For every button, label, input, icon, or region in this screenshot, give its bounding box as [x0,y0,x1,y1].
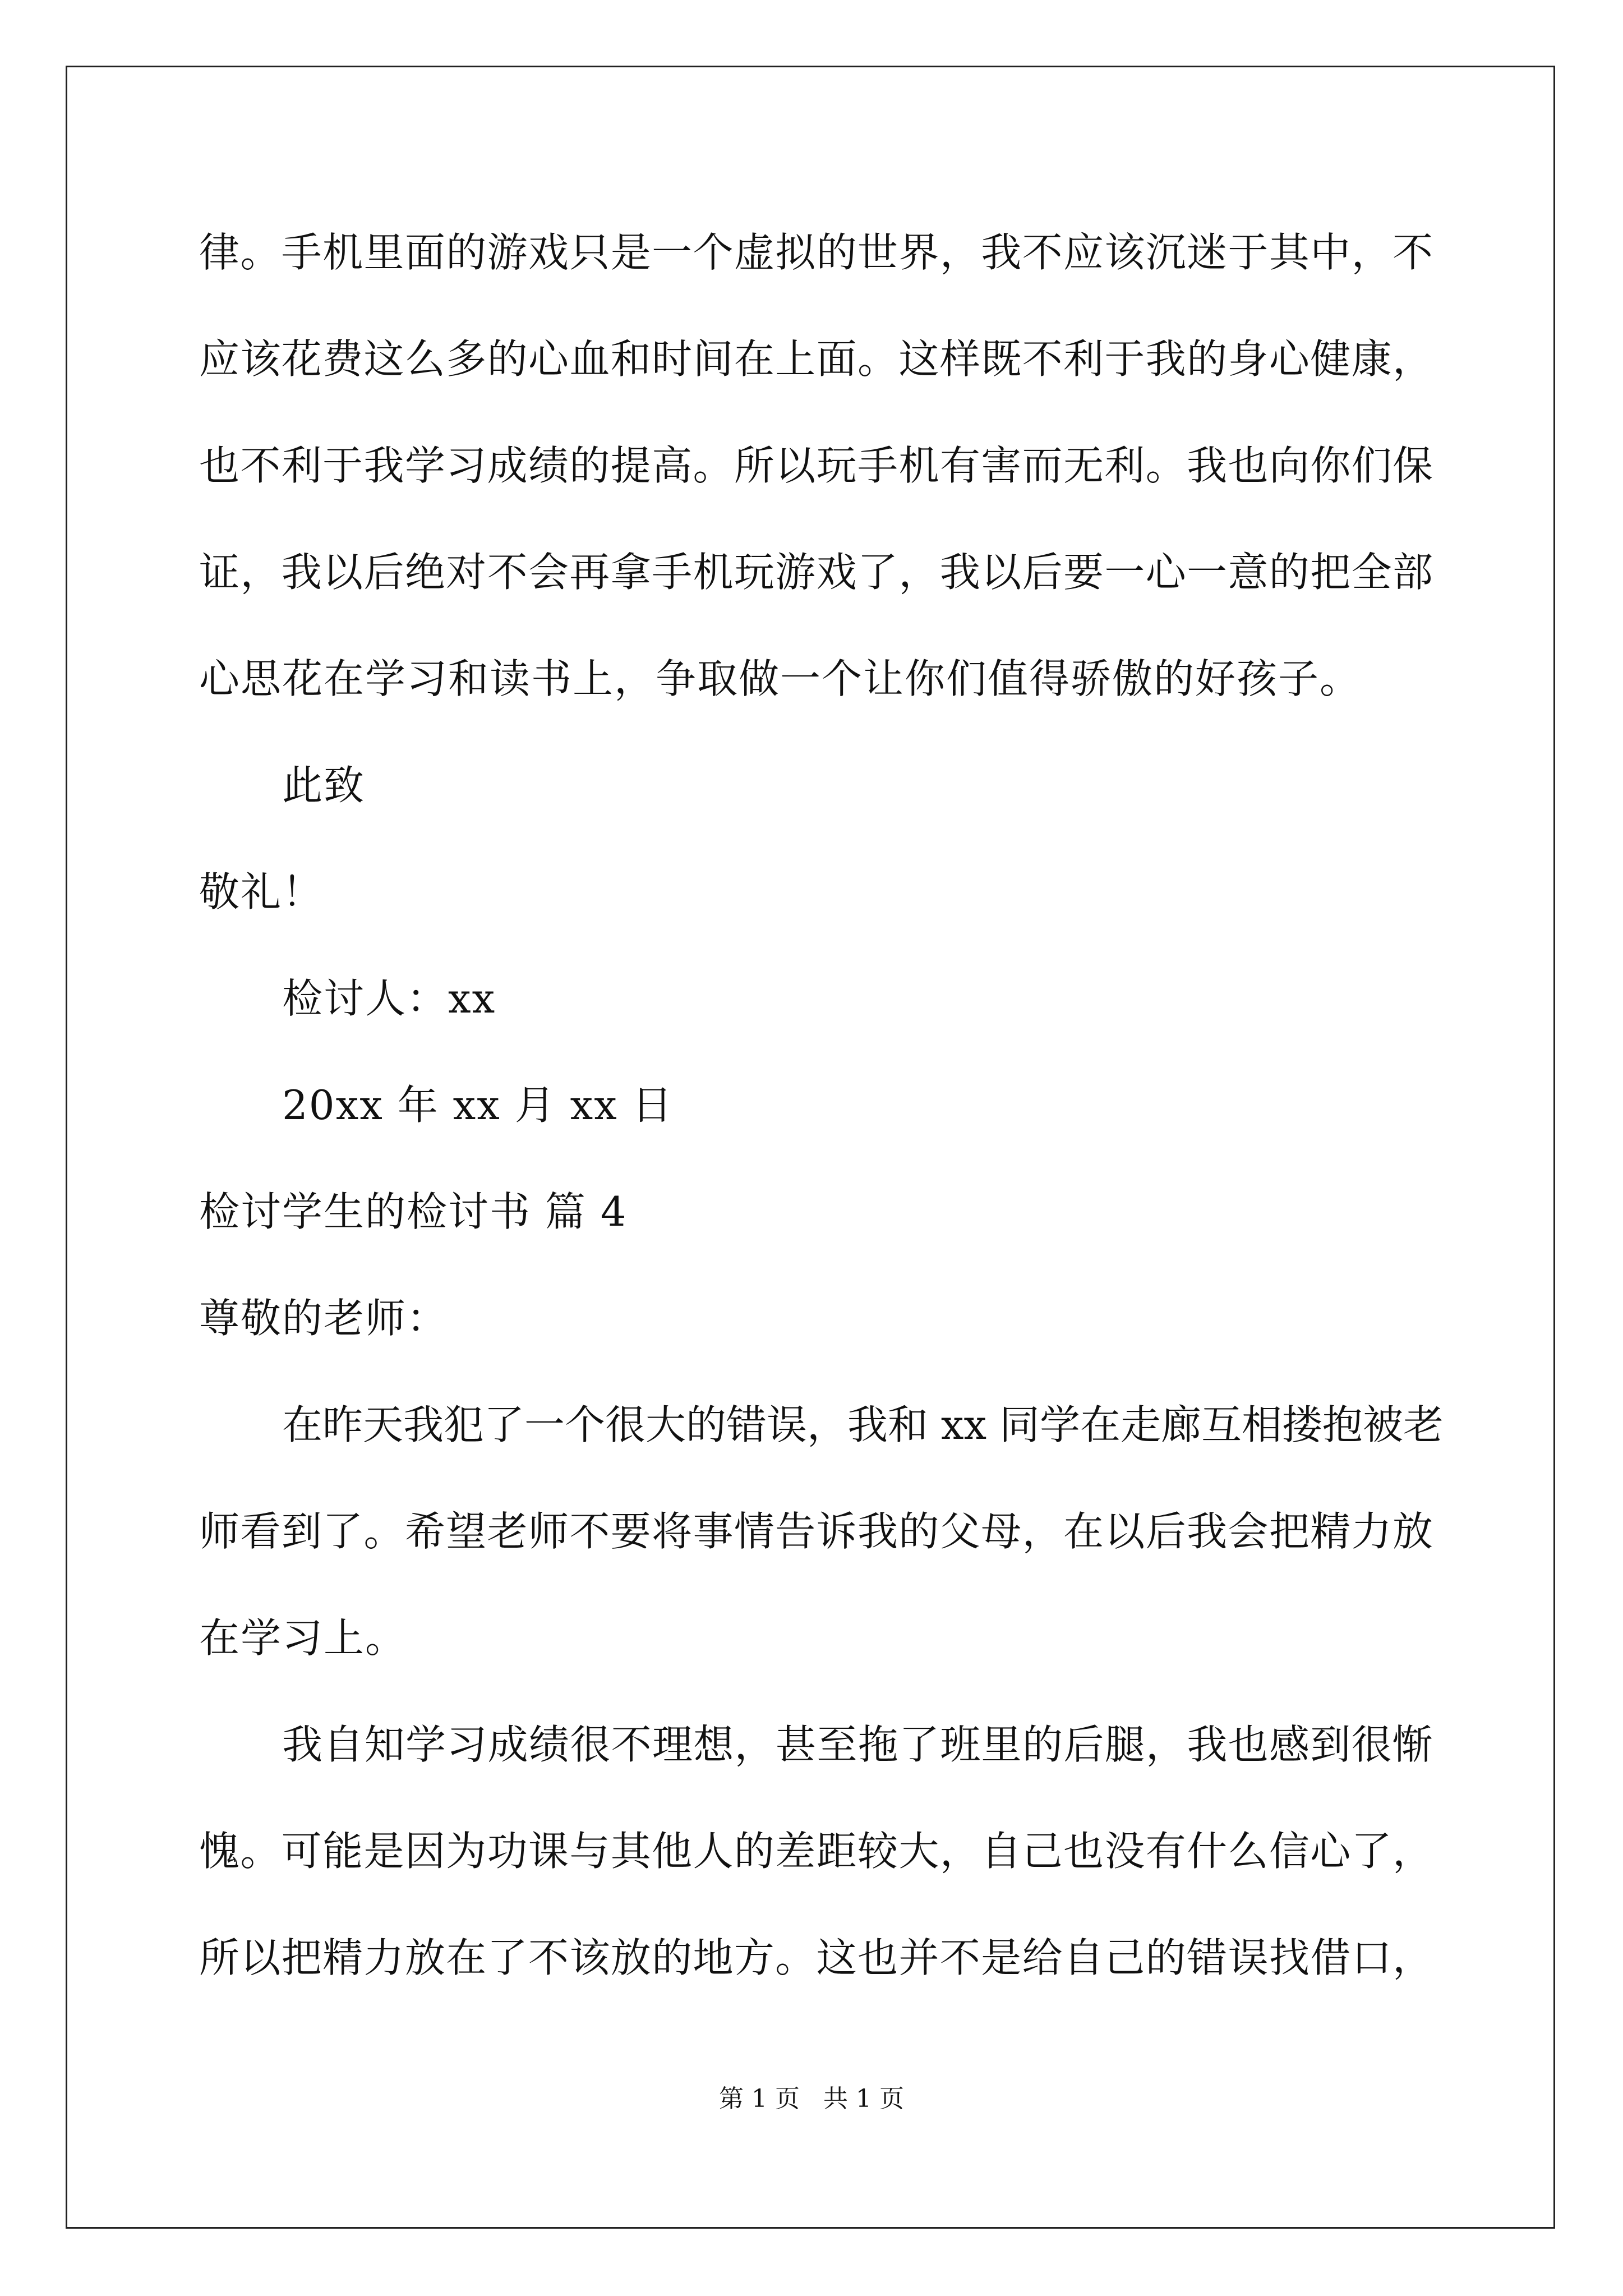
paragraph-line: 心思花在学习和读书上，争取做一个让你们值得骄傲的好孩子。 [199,655,1362,702]
signature-line: 检讨人：xx [282,975,496,1022]
paragraph-line: 所以把精力放在了不该放的地方。这也并不是给自己的错误找借口， [199,1934,1433,1981]
section-title: 检讨学生的检讨书 篇 4 [199,1188,628,1235]
paragraph-line: 应该花费这么多的心血和时间在上面。这样既不利于我的身心健康， [199,335,1433,383]
greeting: 尊敬的老师： [199,1295,449,1342]
paragraph-line: 我自知学习成绩很不理想，甚至拖了班里的后腿，我也感到很惭 [282,1721,1433,1768]
closing-salutation: 此致 [282,762,366,809]
date-line: 20xx 年 xx 月 xx 日 [282,1082,674,1129]
paragraph-line: 愧。可能是因为功课与其他人的差距较大，自己也没有什么信心了， [199,1828,1433,1875]
paragraph-line: 师看到了。希望老师不要将事情告诉我的父母，在以后我会把精力放 [199,1508,1433,1555]
paragraph-line: 律。手机里面的游戏只是一个虚拟的世界，我不应该沉迷于其中，不 [199,229,1433,276]
paragraph-line: 也不利于我学习成绩的提高。所以玩手机有害而无利。我也向你们保 [199,442,1433,489]
paragraph-line: 在学习上。 [199,1614,407,1662]
paragraph-line: 证，我以后绝对不会再拿手机玩游戏了，我以后要一心一意的把全部 [199,549,1433,596]
page-border [66,66,1555,2229]
page-indicator: 第 1 页 共 1 页 [719,2085,904,2113]
paragraph-line: 在昨天我犯了一个很大的错误，我和 xx 同学在走廊互相搂抱被老 [282,1401,1444,1448]
closing-regards: 敬礼！ [199,868,324,915]
